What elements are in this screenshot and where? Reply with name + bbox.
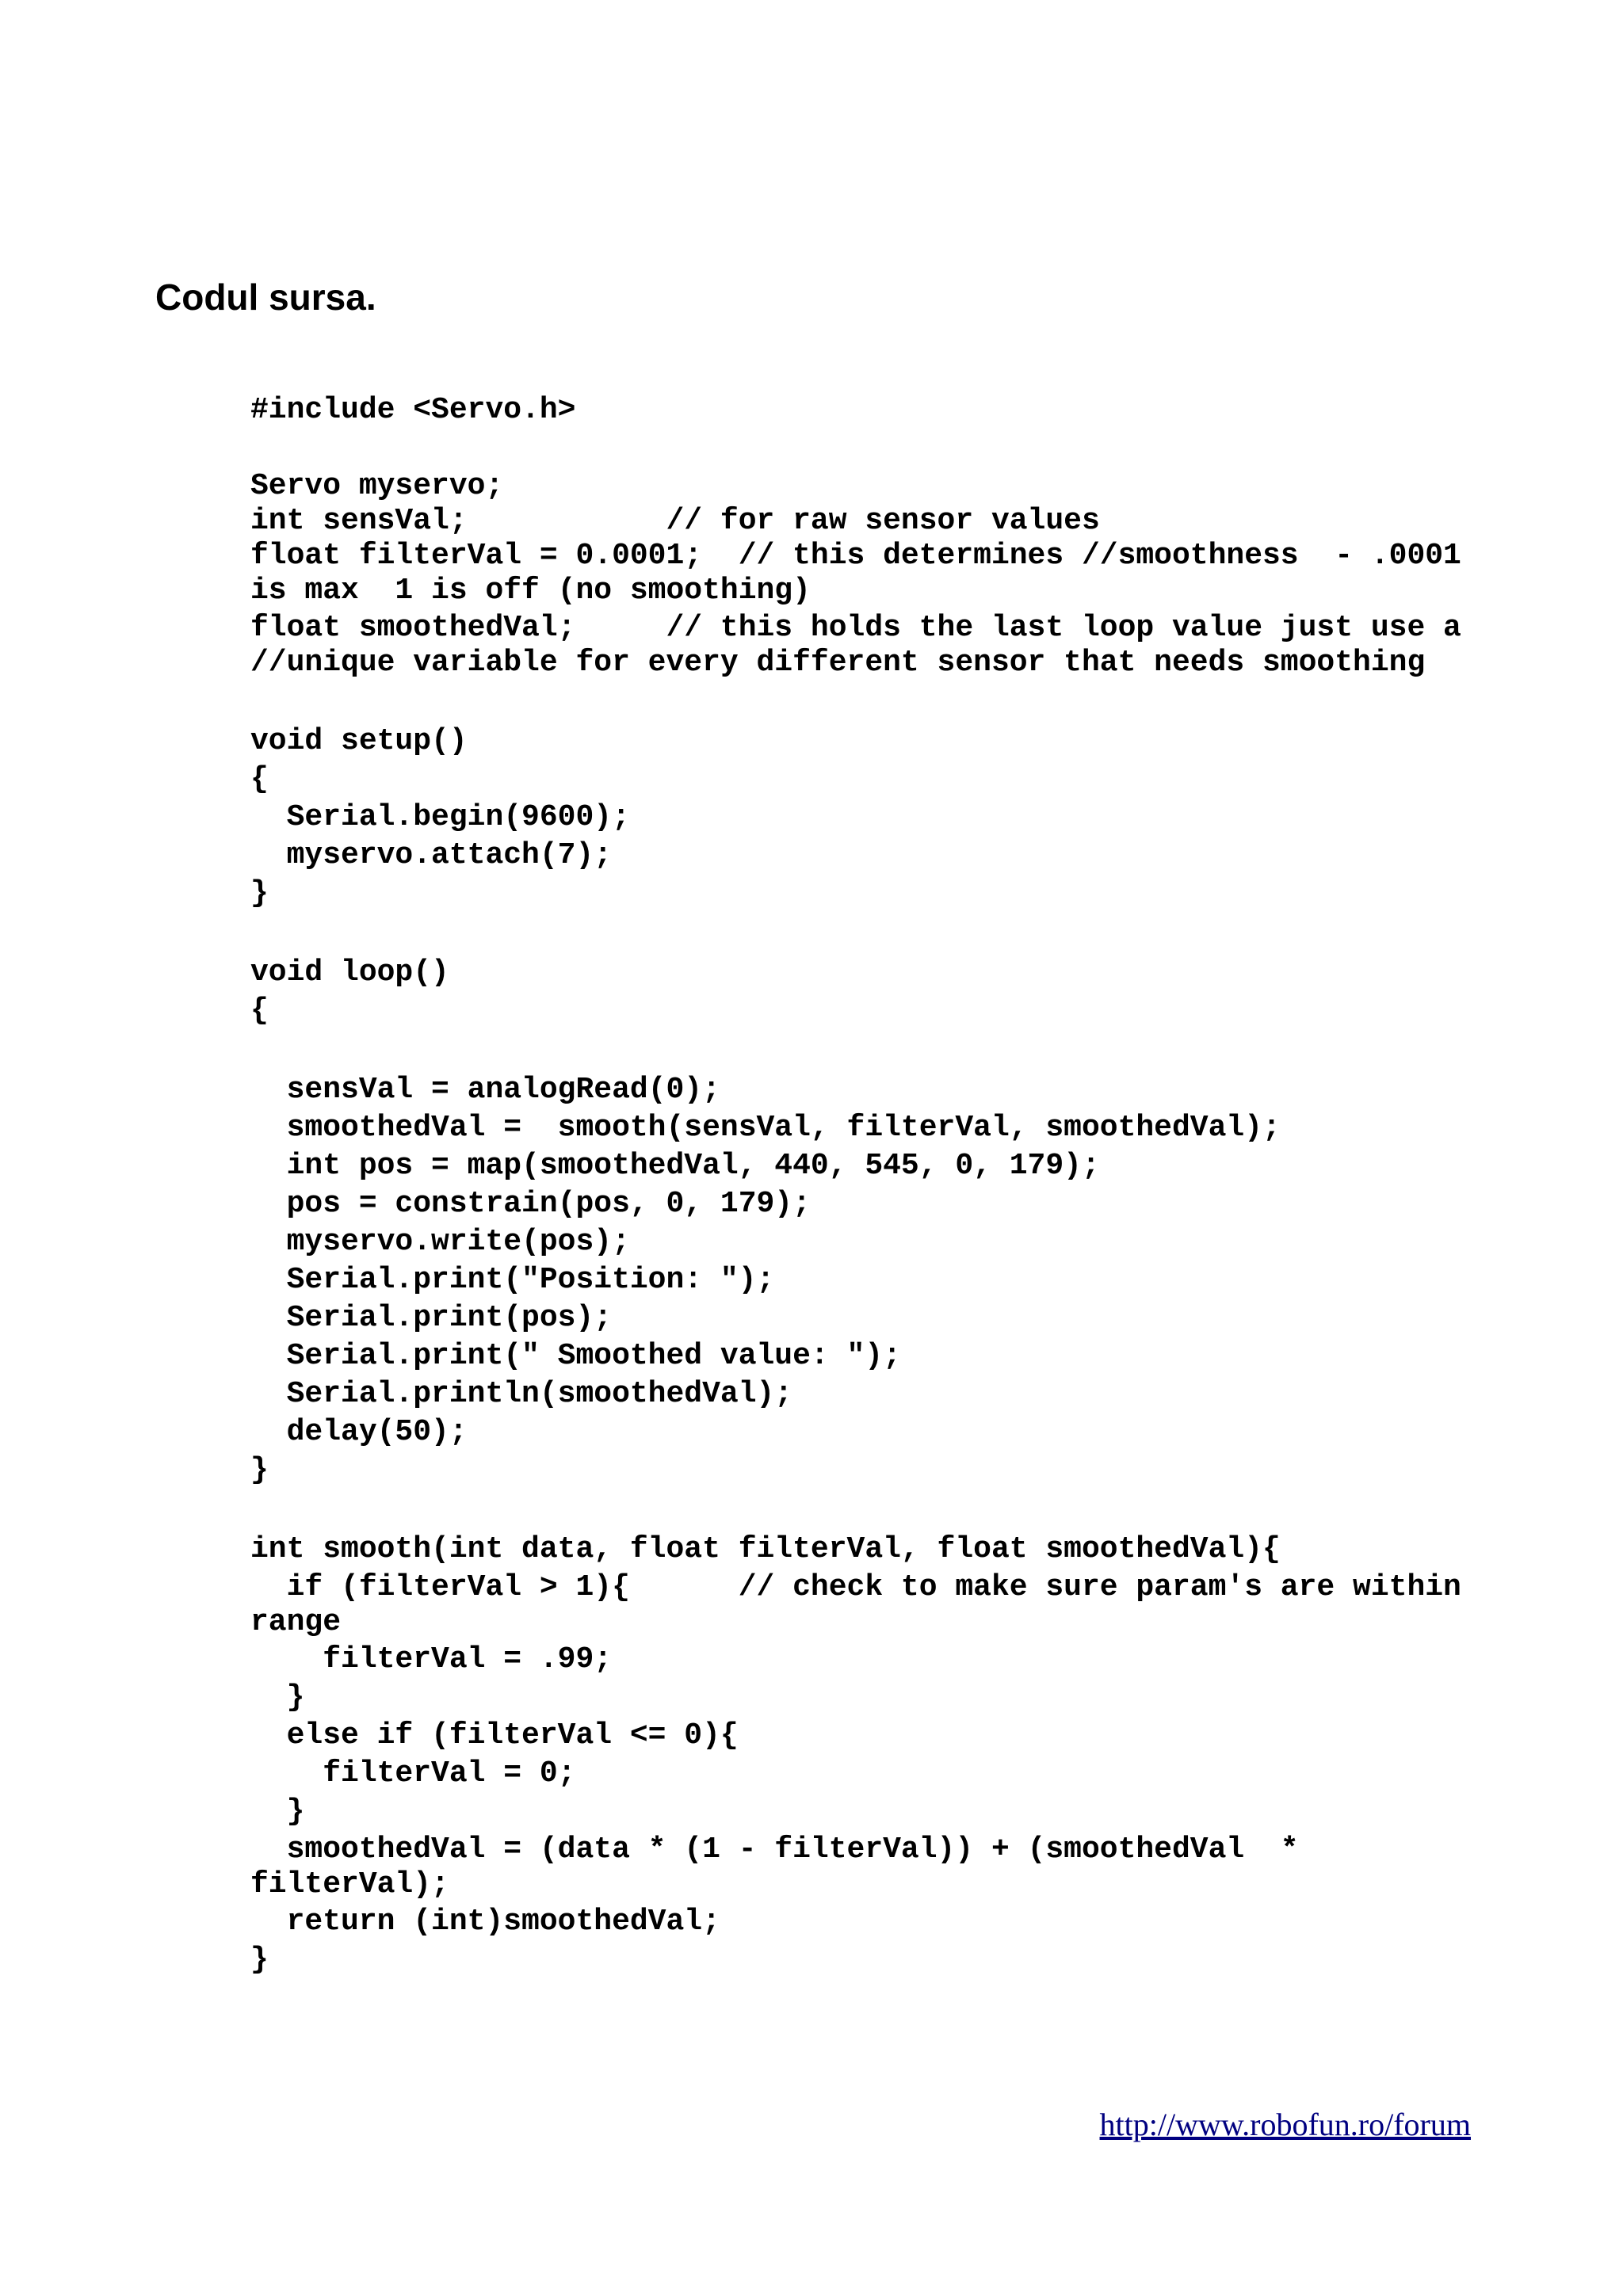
- code-line: else if (filterVal <= 0){: [250, 1718, 739, 1753]
- code-line: myservo.write(pos);: [250, 1225, 630, 1259]
- code-line: Serial.print(" Smoothed value: ");: [250, 1339, 901, 1373]
- code-line: }: [250, 1794, 305, 1829]
- code-line: int pos = map(smoothedVal, 440, 545, 0, 179);: [250, 1149, 1100, 1183]
- code-line: smoothedVal = smooth(sensVal, filterVal, smoothedVal);: [250, 1111, 1281, 1145]
- code-line: }: [250, 876, 269, 910]
- code-line: #include <Servo.h>: [250, 393, 576, 427]
- code-line: range: [250, 1605, 342, 1639]
- code-line: pos = constrain(pos, 0, 179);: [250, 1187, 811, 1221]
- code-line: filterVal = 0;: [250, 1756, 576, 1791]
- code-line-blank: [250, 1028, 1487, 1070]
- source-code-block: [250, 393, 1487, 1978]
- code-line: void loop(): [250, 955, 449, 990]
- code-line: {: [250, 994, 269, 1028]
- code-line: if (filterVal > 1){ // check to make sure param's are within: [250, 1570, 1461, 1604]
- code-line: int sensVal; // for raw sensor values: [250, 504, 1100, 538]
- code-line: myservo.attach(7);: [250, 838, 613, 872]
- code-line: {: [250, 762, 269, 796]
- code-line: float smoothedVal; // this holds the last loop value just use a: [250, 611, 1461, 645]
- code-line-blank: [250, 1488, 1487, 1529]
- code-line-blank: [250, 428, 1487, 469]
- code-line: }: [250, 1943, 269, 1977]
- code-line: }: [250, 1680, 305, 1714]
- code-line: is max 1 is off (no smoothing): [250, 574, 811, 608]
- code-line: return (int)smoothedVal;: [250, 1905, 720, 1939]
- code-line: Serial.println(smoothedVal);: [250, 1377, 793, 1411]
- forum-link[interactable]: http://www.robofun.ro/forum: [1099, 2107, 1471, 2142]
- code-line: void setup(): [250, 724, 468, 758]
- code-line-blank: [250, 680, 1487, 721]
- code-line: Serial.begin(9600);: [250, 800, 630, 834]
- code-line: Serial.print("Position: ");: [250, 1263, 775, 1297]
- code-line: //unique variable for every different sensor that needs smoothing: [250, 646, 1426, 680]
- page-title: Codul sursa.: [155, 277, 376, 318]
- code-line: filterVal);: [250, 1867, 449, 1901]
- code-line: smoothedVal = (data * (1 - filterVal)) + (smoothedVal *: [250, 1833, 1299, 1867]
- code-line: Serial.print(pos);: [250, 1301, 613, 1335]
- code-line: delay(50);: [250, 1415, 468, 1449]
- code-line: filterVal = .99;: [250, 1642, 613, 1676]
- code-line: }: [250, 1453, 269, 1487]
- code-line-blank: [250, 911, 1487, 952]
- code-line: float filterVal = 0.0001; // this determines //smoothness - .0001: [250, 539, 1461, 573]
- code-line: Servo myservo;: [250, 469, 504, 503]
- code-line: sensVal = analogRead(0);: [250, 1073, 720, 1107]
- code-line: int smooth(int data, float filterVal, float smoothedVal){: [250, 1532, 1281, 1566]
